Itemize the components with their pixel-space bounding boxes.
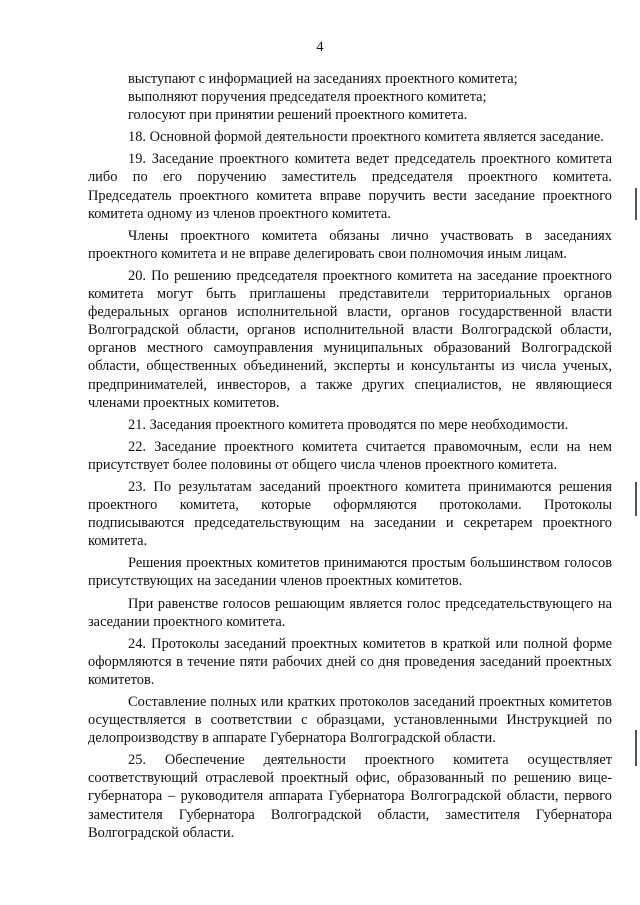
paragraph-item-18: 18. Основной формой деятельности проектного комитета является заседание. bbox=[128, 129, 604, 146]
paragraph-item-24: 24. Протоколы заседаний проектных комитетов в краткой или полной форме оформляются в течение пяти рабочих дней со дня проведения заседаний проектных комитетов. bbox=[88, 635, 612, 688]
page-number: 4 bbox=[316, 39, 324, 55]
scan-edge-mark bbox=[635, 730, 637, 766]
paragraph-3: голосуют при принятии решений проектного комитета. bbox=[128, 107, 468, 124]
paragraph-decisions-majority: Решения проектных комитетов принимаются простым большинством голосов присутствующих на заседании членов проектных комитетов. bbox=[88, 555, 612, 590]
paragraph-protocol-forms: Составление полных или кратких протоколов заседаний проектных комитетов осуществляется в соответствии с образцами, установленными Инструкцией по делопроизводству в аппарате Губернатора Волгоградской области. bbox=[88, 694, 612, 747]
document-body bbox=[88, 70, 612, 846]
paragraph-item-25: 25. Обеспечение деятельности проектного комитета осуществляет соответствующий отраслевой проектный офис, образованный по решению вице-губернатора – руководителя аппарата Губернатора Волгоградской области, первого заместителя Губернатора Волгоградской области, заместителя Губернатора Волгоградской области. bbox=[88, 752, 612, 841]
scan-edge-mark bbox=[635, 482, 637, 516]
paragraph-item-22: 22. Заседание проектного комитета считается правомочным, если на нем присутствует более половины от общего числа членов проектного комитета. bbox=[88, 438, 612, 473]
scan-edge-mark bbox=[635, 188, 637, 220]
paragraph-item-21: 21. Заседания проектного комитета проводятся по мере необходимости. bbox=[128, 416, 569, 433]
paragraph-1: выступают с информацией на заседаниях проектного комитета; bbox=[128, 71, 518, 87]
paragraph-2: выполняют поручения председателя проектного комитета; bbox=[128, 89, 487, 106]
paragraph-tie-vote: При равенстве голосов решающим является голос председательствующего на заседании проектного комитета. bbox=[88, 595, 612, 630]
paragraph-members-obligation: Члены проектного комитета обязаны лично участвовать в заседаниях проектного комитета и не вправе делегировать свои полномочия иным лицам. bbox=[88, 227, 612, 262]
paragraph-item-23: 23. По результатам заседаний проектного комитета принимаются решения проектного комитета, которые оформляются протоколами. Протоколы подписываются председательствующим на заседании и секретарем проектного комитета. bbox=[88, 478, 612, 550]
paragraph-item-20: 20. По решению председателя проектного комитета на заседание проектного комитета могут быть приглашены представители территориальных органов федеральных органов исполнительной власти, органов государственной власти Волгоградской области, органов исполнительной власти Волгоградской области, органов местного самоуправления муниципальных образований Волгоградской области, общественных объединений, эксперты и консультанты из числа ученых, предпринимателей, инвесторов, а также других специалистов, не являющиеся членами проектных комитетов. bbox=[88, 267, 612, 411]
paragraph-item-19: 19. Заседание проектного комитета ведет председатель проектного комитета либо по его поручению заместитель председателя проектного комитета. Председатель проектного комитета вправе поручить вести заседание проектного комитета одному из членов проектного комитета. bbox=[88, 151, 612, 222]
